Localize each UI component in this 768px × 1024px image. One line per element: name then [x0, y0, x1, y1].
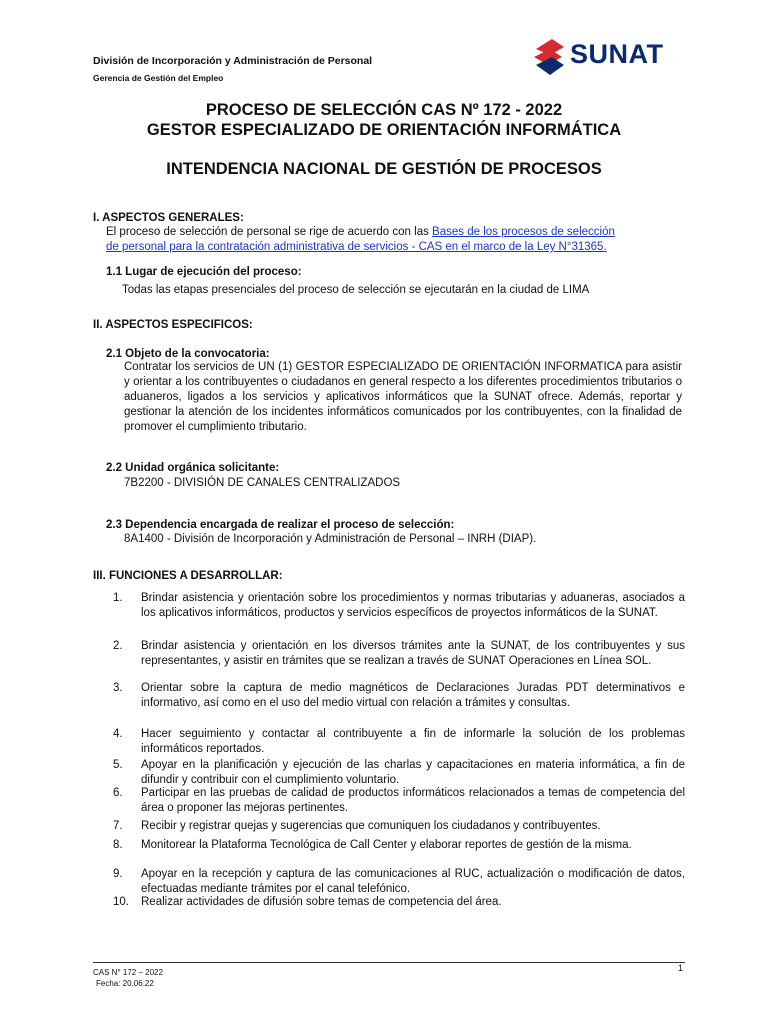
page-number: 1	[678, 963, 684, 973]
title-line-1: PROCESO DE SELECCIÓN CAS Nº 172 - 2022	[205, 101, 563, 119]
function-number: 6.	[113, 787, 123, 799]
footer-divider	[93, 962, 685, 963]
function-text: Apoyar en la recepción y captura de las comunicaciones al RUC, actualización o modificación de datos, efectuadas mediante trámites por el canal telefónico.	[141, 868, 685, 895]
subsection-2-3-text: 8A1400 - División de Incorporación y Administración de Personal – INRH (DIAP).	[124, 533, 537, 545]
sunat-logo	[532, 35, 682, 79]
function-number: 4.	[113, 728, 123, 740]
function-text: Realizar actividades de difusión sobre temas de competencia del área.	[141, 896, 502, 908]
subsection-1-1-heading: 1.1 Lugar de ejecución del proceso:	[106, 266, 302, 278]
function-number: 3.	[113, 682, 123, 694]
function-text: Hacer seguimiento y contactar al contribuyente a fin de informarle la solución de los problemas informáticos reportados.	[141, 728, 685, 755]
title-line-2: GESTOR ESPECIALIZADO DE ORIENTACIÓN INFORMÁTICA	[146, 121, 622, 139]
sunat-logo-icon	[532, 35, 568, 79]
function-text: Participar en las pruebas de calidad de productos informáticos relacionados a temas de competencia del área o proponer las mejoras pertinentes.	[141, 787, 685, 814]
function-number: 5.	[113, 759, 123, 771]
footer-date: Fecha: 20.06.22	[96, 979, 154, 988]
function-number: 9.	[113, 868, 123, 880]
footer-code: CAS N° 172 – 2022	[93, 968, 163, 977]
function-number: 2.	[113, 640, 123, 652]
header-gerencia: Gerencia de Gestión del Empleo	[93, 73, 224, 83]
function-number: 8.	[113, 839, 123, 851]
subsection-2-1-heading: 2.1 Objeto de la convocatoria:	[106, 348, 270, 360]
bases-link-cont[interactable]: de personal para la contratación administrativa de servicios - CAS en el marco de la Ley N°31365.	[106, 241, 607, 253]
subsection-2-2-text: 7B2200 - DIVISIÓN DE CANALES CENTRALIZADOS	[124, 477, 401, 489]
section-1-intro	[106, 225, 686, 240]
title-line-3: INTENDENCIA NACIONAL DE GESTIÓN DE PROCESOS	[166, 160, 602, 178]
header-division: División de Incorporación y Administración de Personal	[93, 55, 373, 67]
function-number: 7.	[113, 820, 123, 832]
subsection-1-1-text: Todas las etapas presenciales del proceso de selección se ejecutarán en la ciudad de LIMA	[122, 284, 590, 296]
section-1-link-line2-wrap	[106, 240, 686, 255]
logo-wordmark: SUNAT	[570, 39, 664, 69]
function-text: Brindar asistencia y orientación sobre los procedimientos y normas tributarias y aduaneras, asociados a los aplicativos informáticos, productos y servicios específicos de proyectos informáticos de la SUNAT.	[141, 592, 685, 619]
function-text: Apoyar en la planificación y ejecución de las charlas y capacitaciones en materia informática, a fin de difundir y contribuir con el cumplimiento voluntario.	[141, 759, 685, 786]
function-text: Monitorear la Plataforma Tecnológica de Call Center y elaborar reportes de gestión de la misma.	[141, 839, 632, 851]
subsection-2-1-text: Contratar los servicios de UN (1) GESTOR ESPECIALIZADO DE ORIENTACIÓN INFORMATICA para asistir y orientar a los contribuyentes o ciudadanos en general respecto a los diferentes procedimientos tributarios o aduaneros, ligados a los servicios y aplicativos informáticos que la SUNAT ofrece. Además, reportar y gestionar la atención de los incidentes informáticos comunicados por los contribuyentes, con la finalidad de promover el cumplimiento tributario.	[124, 361, 682, 433]
subsection-2-3-heading: 2.3 Dependencia encargada de realizar el proceso de selección:	[106, 519, 455, 531]
bases-link[interactable]: Bases de los procesos de selección	[432, 226, 615, 238]
function-number: 1.	[113, 592, 123, 604]
function-number: 10.	[113, 896, 129, 908]
section-1-heading: I. ASPECTOS GENERALES:	[93, 212, 244, 224]
section-3-heading: III. FUNCIONES A DESARROLLAR:	[93, 570, 283, 582]
function-text: Orientar sobre la captura de medio magnéticos de Declaraciones Juradas PDT determinativos e informativo, así como en el uso del medio virtual con relación a trámites y consultas.	[141, 682, 685, 709]
section-1-intro-text: El proceso de selección de personal se rige de acuerdo con las	[106, 226, 433, 238]
section-2-heading: II. ASPECTOS ESPECIFICOS:	[93, 319, 253, 331]
function-text: Brindar asistencia y orientación en los diversos trámites ante la SUNAT, de los contribuyentes y sus representantes, y asistir en trámites que se realizan a través de SUNAT Operaciones en Línea SOL.	[141, 640, 685, 667]
function-text: Recibir y registrar quejas y sugerencias que comuniquen los ciudadanos y contribuyentes.	[141, 820, 601, 832]
subsection-2-2-heading: 2.2 Unidad orgánica solicitante:	[106, 462, 280, 474]
